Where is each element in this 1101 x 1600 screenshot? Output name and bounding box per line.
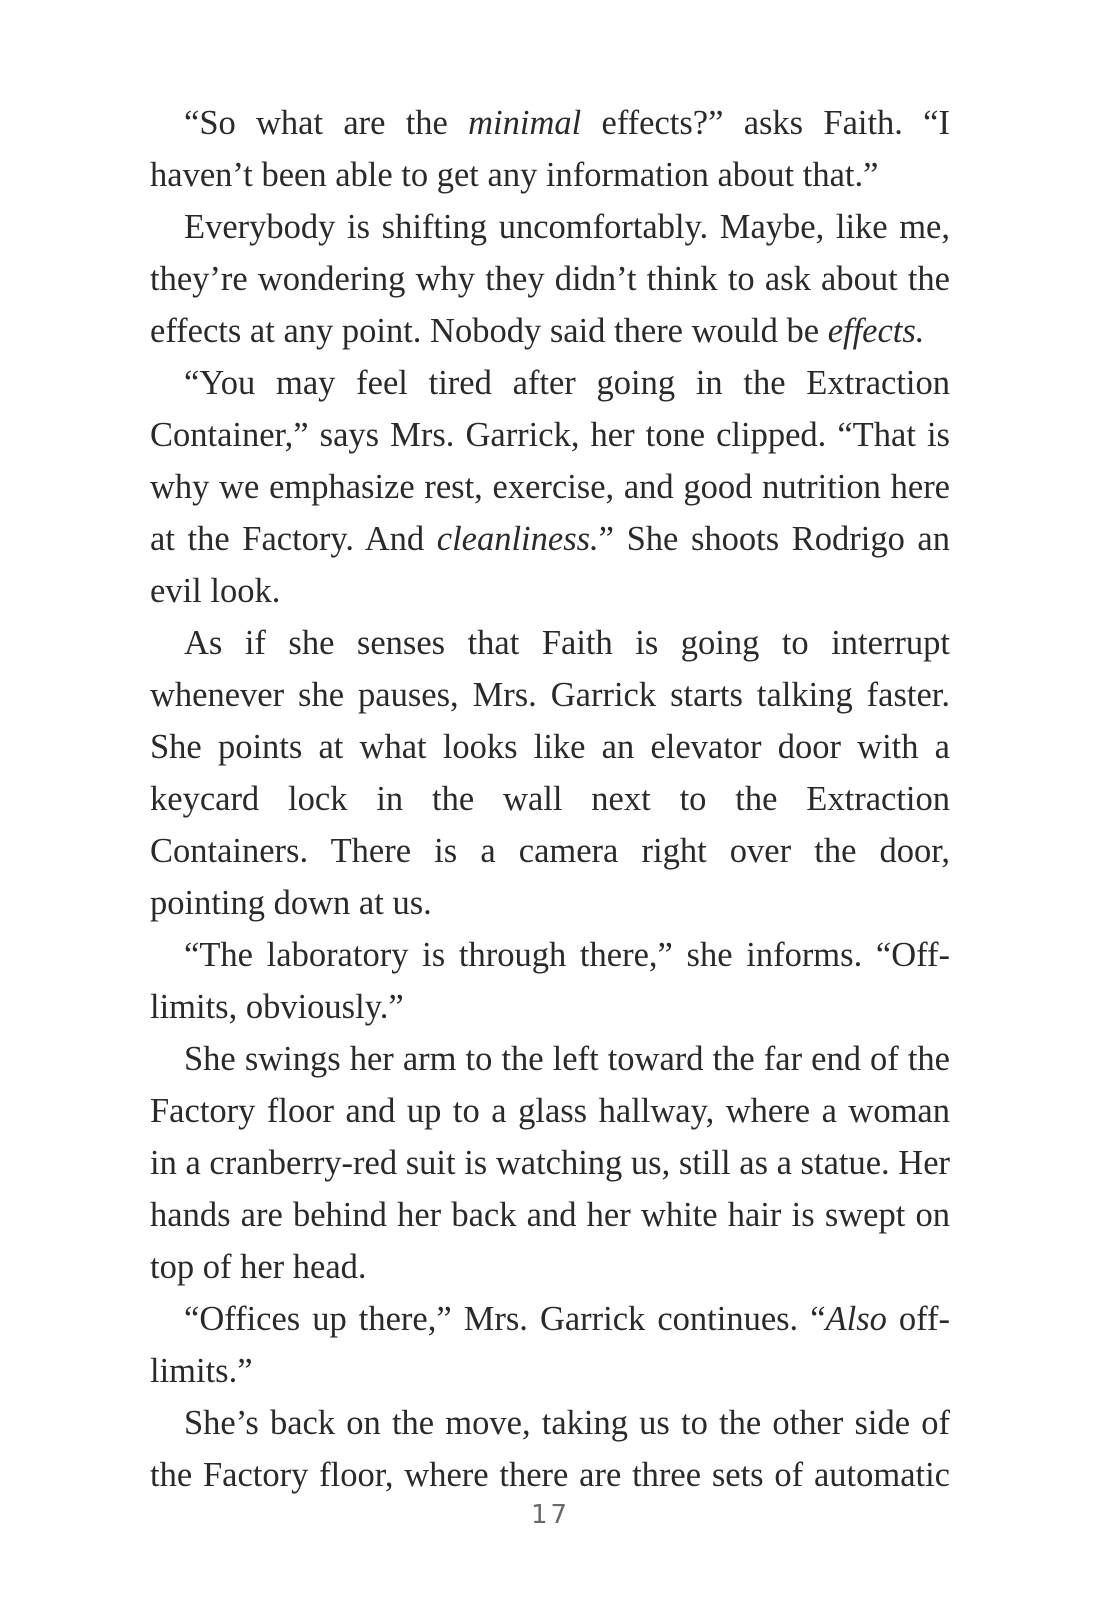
paragraph: “So what are the minimal effects?” asks Faith. “I haven’t been able to get any information about that.” [150, 104, 950, 194]
paragraph: “You may feel tired after going in the Extraction Container,” says Mrs. Garrick, her tone clipped. “That is why we emphasize rest, exercise, and good nutrition here at the Factory. And cleanliness.” She shoots Rodrigo an evil look. [150, 364, 950, 610]
paragraph: She’s back on the move, taking us to the other side of the Factory floor, where there are three sets of automatic [150, 1404, 950, 1494]
emphasis: minimal [468, 104, 582, 142]
paragraph: “Offices up there,” Mrs. Garrick continues. “Also off-limits.” [150, 1300, 950, 1390]
paragraph: Everybody is shifting uncomfortably. Maybe, like me, they’re wondering why they didn’t think to ask about the effects at any point. Nobody said there would be effects. [150, 208, 950, 350]
emphasis: cleanliness. [436, 520, 599, 558]
emphasis: effects. [827, 312, 925, 350]
paragraph: As if she senses that Faith is going to interrupt whenever she pauses, Mrs. Garrick starts talking faster. She points at what looks like an elevator door with a keycard lock in the wall next to the Extraction Containers. There is a camera right over the door, pointing down at us. [150, 624, 950, 922]
paragraph: She swings her arm to the left toward the far end of the Factory floor and up to a glass hallway, where a woman in a cranberry-red suit is watching us, still as a statue. Her hands are behind her back and her white hair is swept on top of her head. [150, 1040, 950, 1286]
paragraph: “The laboratory is through there,” she informs. “Off-limits, obviously.” [150, 936, 950, 1026]
emphasis: Also [825, 1300, 887, 1338]
page-number: 17 [530, 1500, 571, 1530]
page-body [150, 97, 950, 1501]
